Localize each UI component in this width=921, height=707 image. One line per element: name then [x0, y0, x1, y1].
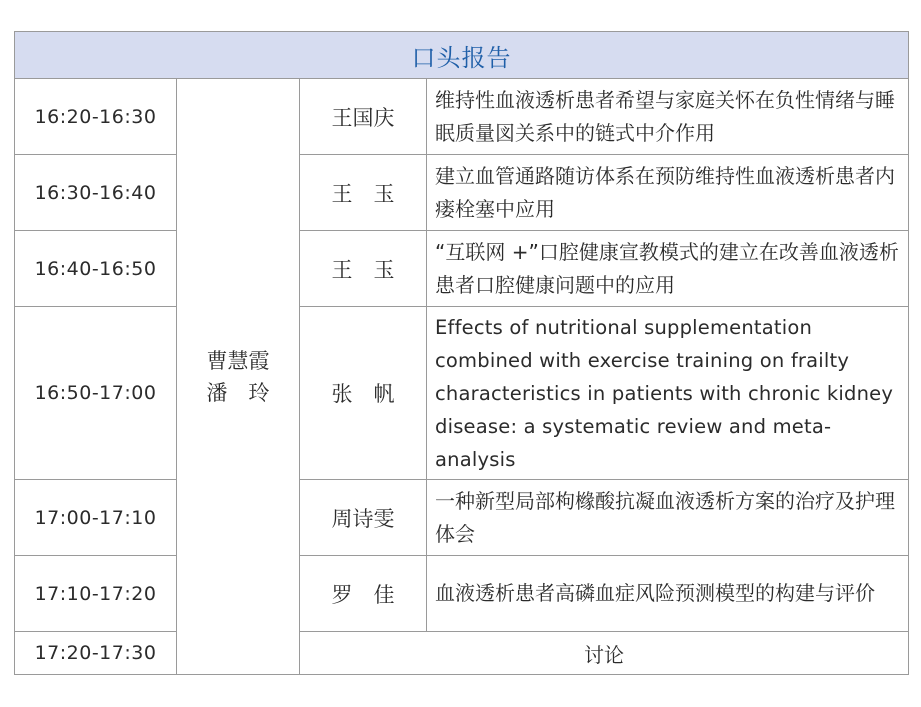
speaker-cell: 张 帆 — [300, 307, 427, 480]
speaker-cell: 王国庆 — [300, 79, 427, 155]
time-cell: 16:30-16:40 — [15, 155, 177, 231]
title-cell: “互联网 +”口腔健康宣教模式的建立在改善血液透析患者口腔健康问题中的应用 — [427, 231, 909, 307]
title-cell: 建立血管通路随访体系在预防维持性血液透析患者内瘘栓塞中应用 — [427, 155, 909, 231]
table-row — [15, 556, 909, 632]
table-row — [15, 480, 909, 556]
chair-name: 曹慧霞 — [206, 348, 270, 373]
schedule-table — [14, 31, 909, 675]
time-cell: 16:50-17:00 — [15, 307, 177, 480]
title-cell: Effects of nutritional supplementation combined with exercise training on frailty characteristics in patients with chronic kidney disease: a systematic review and meta-analysis — [427, 307, 909, 480]
table-header: 口头报告 — [15, 32, 909, 79]
table-row — [15, 79, 909, 155]
title-cell: 血液透析患者高磷血症风险预测模型的构建与评价 — [427, 556, 909, 632]
title-cell: 维持性血液透析患者希望与家庭关怀在负性情绪与睡眠质量図关系中的链式中介作用 — [427, 79, 909, 155]
title-cell: 一种新型局部枸橼酸抗凝血液透析方案的治疗及护理体会 — [427, 480, 909, 556]
table-row — [15, 307, 909, 480]
speaker-cell: 王 玉 — [300, 231, 427, 307]
time-cell: 17:00-17:10 — [15, 480, 177, 556]
table-row — [15, 632, 909, 675]
time-cell: 17:10-17:20 — [15, 556, 177, 632]
table-row — [15, 155, 909, 231]
time-cell: 16:20-16:30 — [15, 79, 177, 155]
chair-name: 潘 玲 — [206, 380, 270, 405]
time-cell: 17:20-17:30 — [15, 632, 177, 675]
schedule-container — [14, 31, 908, 675]
speaker-cell: 周诗雯 — [300, 480, 427, 556]
table-row — [15, 231, 909, 307]
discussion-cell: 讨论 — [300, 632, 909, 675]
time-cell: 16:40-16:50 — [15, 231, 177, 307]
speaker-cell: 王 玉 — [300, 155, 427, 231]
speaker-cell: 罗 佳 — [300, 556, 427, 632]
chair-cell — [177, 79, 300, 675]
